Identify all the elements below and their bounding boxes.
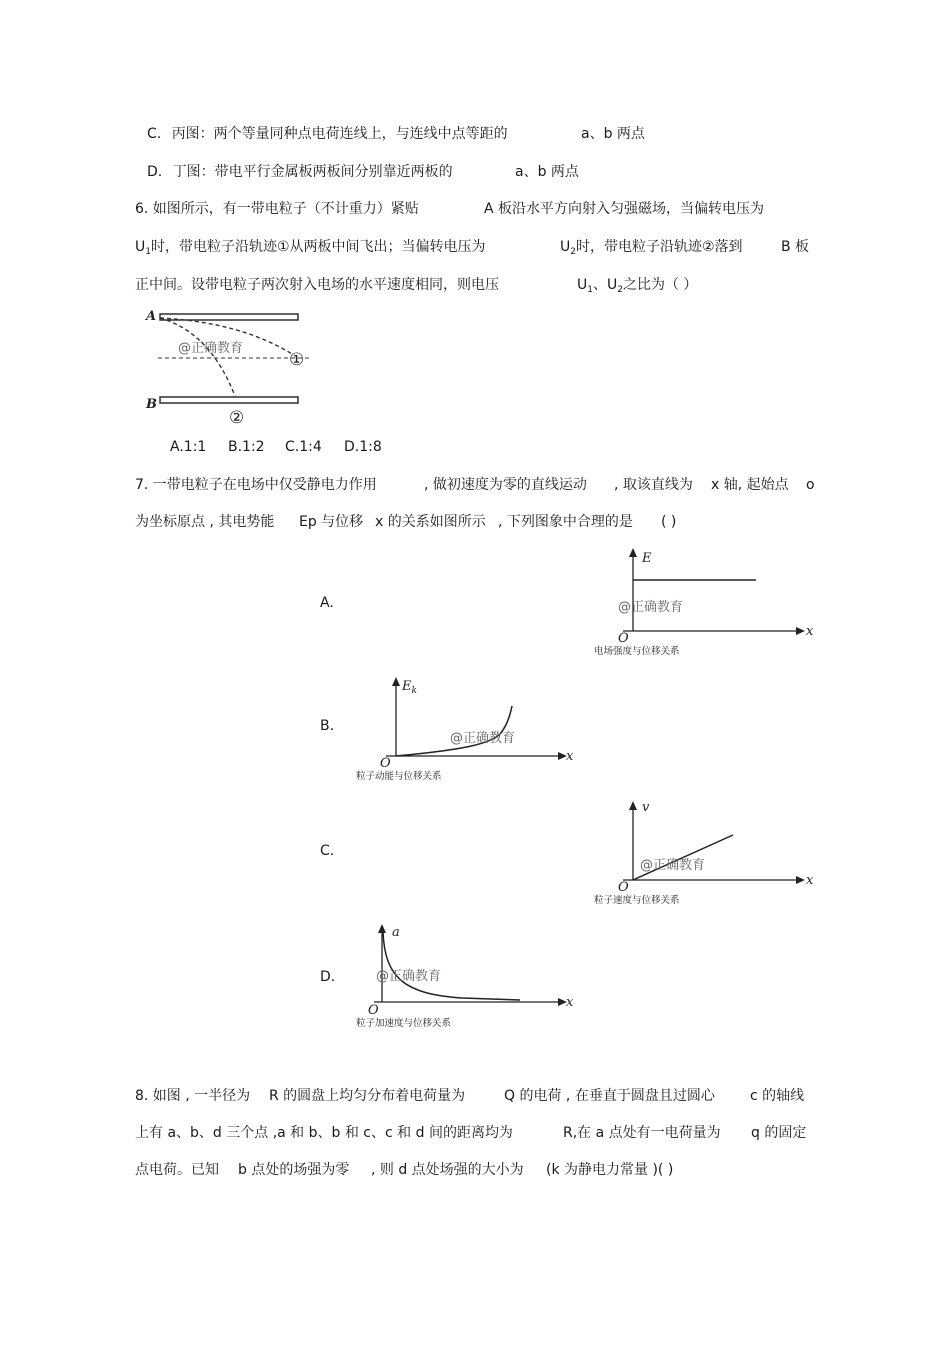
caption: 粒子加速度与位移关系	[356, 1018, 452, 1029]
origin-label: O	[618, 631, 629, 646]
q7-line2-c: x 的关系如图所示	[375, 514, 486, 530]
q8-line3-b: b 点处的场强为零	[238, 1162, 350, 1178]
q6-option-a[interactable]: A.1:1	[170, 439, 207, 455]
y-label-sub: k	[411, 686, 417, 696]
q6-option-c[interactable]: C.1:4	[285, 439, 322, 455]
x-label: x	[806, 624, 814, 639]
q7-graph-d	[352, 920, 582, 1035]
origin-label: O	[618, 880, 629, 895]
caption: 粒子速度与位移关系	[594, 895, 680, 906]
q6-line2-e: B 板	[781, 239, 810, 255]
y-arrow	[629, 801, 637, 810]
q7-line1-a: 7. 一带电粒子在电场中仅受静电力作用	[135, 477, 377, 493]
plate-a-label: A	[146, 309, 157, 324]
q7-graph-a	[590, 545, 820, 660]
plate-a	[160, 314, 298, 320]
watermark: @正确教育	[450, 731, 516, 746]
q6-u1: U	[135, 239, 146, 255]
q7-line2-d: , 下列图象中合理的是	[498, 514, 633, 530]
watermark: @正确教育	[618, 600, 684, 615]
q6-option-d[interactable]: D.1:8	[344, 439, 382, 455]
q7-line1-d: x 轴, 起始点	[711, 477, 789, 493]
q5-option-d	[147, 162, 453, 182]
origin-label: O	[380, 756, 391, 771]
q6-line3-b	[577, 275, 697, 300]
q8-line1-b: R 的圆盘上均匀分布着电荷量为	[269, 1088, 466, 1104]
caption: 电场强度与位移关系	[594, 646, 680, 657]
q8-line3-d: (k 为静电力常量 )( )	[546, 1162, 674, 1178]
q7-graph-b	[352, 672, 582, 787]
q5-c-tail: a、b 两点	[581, 126, 645, 142]
y-label: v	[642, 800, 650, 815]
q6-l3-ratio: 之比为（ ）	[622, 277, 698, 293]
q6-line1-a: 6. 如图所示，有一带电粒子（不计重力）紧贴	[135, 201, 419, 217]
q6-l3-u2-sub: 2	[617, 285, 623, 295]
q5-d-label: D.	[147, 164, 163, 180]
q6-l3-u2: 、U	[592, 277, 618, 293]
q7-line2-b: Ep 与位移	[299, 514, 364, 530]
q6-u1-sub: 1	[145, 247, 151, 257]
x-label: x	[806, 873, 814, 888]
origin-label: O	[368, 1003, 379, 1018]
x-label: x	[566, 995, 574, 1010]
q6-watermark: @正确教育	[178, 341, 244, 356]
q6-u2: U	[560, 239, 571, 255]
q6-option-b[interactable]: B.1:2	[228, 439, 265, 455]
q6-line2-d: 时，带电粒子沿轨迹②落到	[575, 239, 743, 255]
y-label: E	[642, 551, 652, 566]
y-label-main: E	[402, 679, 412, 694]
q5-d-tail: a、b 两点	[515, 164, 579, 180]
q8-line2-b: R,在 a 点处有一电荷量为	[563, 1125, 721, 1141]
q8-line1-d: c 的轴线	[750, 1088, 805, 1104]
y-label: a	[392, 925, 400, 940]
track-1-label: ①	[289, 350, 305, 370]
q5-c-text: 丙图：两个等量同种点电荷连线上，与连线中点等距的	[171, 126, 508, 142]
q7-line1-e: o	[806, 477, 815, 493]
q6-figure	[140, 302, 330, 432]
track-2	[160, 318, 235, 396]
q7-line2-e: ( )	[661, 514, 677, 530]
q6-l3-u1-sub: 1	[587, 285, 593, 295]
track-2-label: ②	[229, 408, 245, 428]
q6-line3-a: 正中间。设带电粒子两次射入电场的水平速度相同，则电压	[135, 277, 499, 293]
q6-line2	[135, 237, 486, 262]
y-label	[401, 679, 417, 696]
q8-line1-c: Q 的电荷 , 在垂直于圆盘且过圆心	[504, 1088, 715, 1104]
q6-u2-sub: 2	[570, 247, 576, 257]
q7-option-d[interactable]: D.	[320, 969, 336, 985]
q7-graph-c	[590, 795, 820, 910]
q6-line2-right	[560, 237, 743, 262]
q6-line1-b: A 板沿水平方向射入匀强磁场，当偏转电压为	[484, 201, 765, 217]
watermark: @正确教育	[376, 969, 442, 984]
y-arrow	[392, 677, 400, 686]
y-arrow	[629, 548, 637, 557]
plate-b	[160, 397, 298, 403]
q8-line3-a: 点电荷。已知	[135, 1162, 219, 1178]
curve	[383, 932, 520, 1000]
x-arrow	[796, 876, 805, 884]
q5-option-c	[147, 124, 508, 144]
q8-line2-c: q 的固定	[751, 1125, 807, 1141]
q5-c-label: C.	[147, 126, 162, 142]
y-arrow	[378, 924, 386, 933]
plate-b-label: B	[146, 397, 157, 412]
q7-line1-b: , 做初速度为零的直线运动	[424, 477, 587, 493]
q8-line1-a: 8. 如图 , 一半径为	[135, 1088, 251, 1104]
q7-line2-a: 为坐标原点 , 其电势能	[135, 514, 275, 530]
q5-d-text: 丁图：带电平行金属板两板间分别靠近两板的	[172, 164, 453, 180]
q8-line3-c: , 则 d 点处场强的大小为	[371, 1162, 524, 1178]
x-arrow	[796, 627, 805, 635]
caption: 粒子动能与位移关系	[356, 771, 442, 782]
x-label: x	[566, 749, 574, 764]
q8-line2-a: 上有 a、b、d 三个点 ,a 和 b、b 和 c、c 和 d 间的距离均为	[135, 1125, 513, 1141]
watermark: @正确教育	[640, 858, 706, 873]
q7-option-a[interactable]: A.	[320, 595, 334, 611]
q7-option-b[interactable]: B.	[320, 718, 335, 734]
q7-line1-c: , 取该直线为	[614, 477, 693, 493]
q6-l3-u1: U	[577, 277, 588, 293]
q6-line2-b: 时，带电粒子沿轨迹①从两板中间飞出；当偏转电压为	[150, 239, 486, 255]
q7-option-c[interactable]: C.	[320, 843, 335, 859]
